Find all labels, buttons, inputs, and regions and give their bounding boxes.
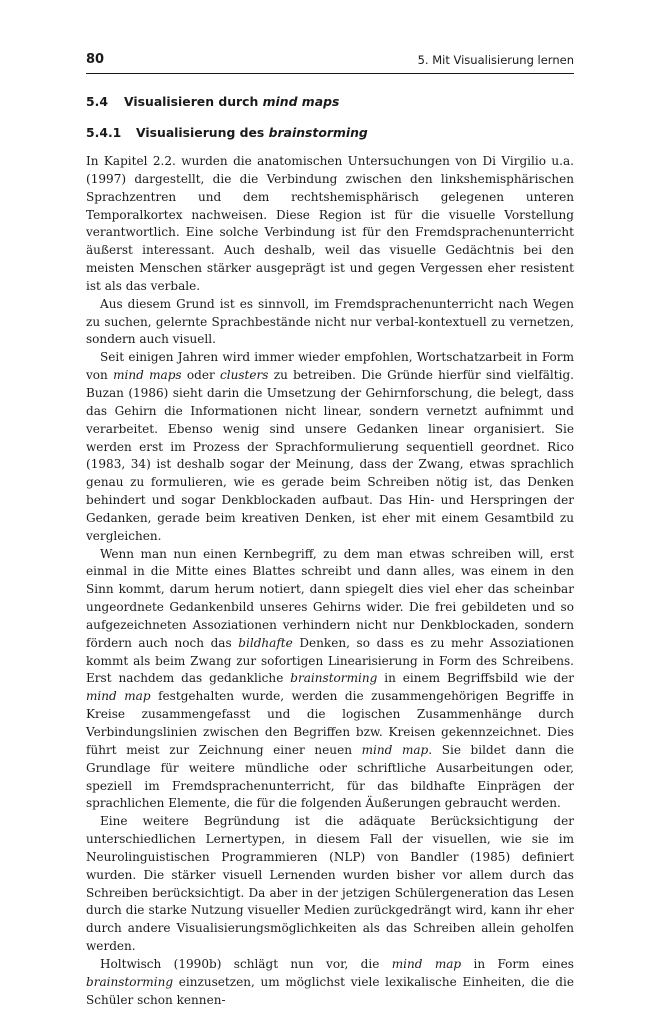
paragraph-text: in Form eines [461, 956, 574, 971]
paragraph-text: oder [181, 368, 220, 383]
header-rule [86, 73, 574, 74]
subsection-number: 5.4.1 [86, 125, 122, 140]
body-paragraph [86, 546, 574, 814]
body-paragraph [86, 153, 574, 296]
body-paragraph [86, 813, 574, 956]
section-title-prefix: Visualisieren durch [124, 94, 263, 109]
running-title: 5. Mit Visualisierung lernen [417, 53, 574, 67]
section-number: 5.4 [86, 94, 108, 109]
paragraph-text: in einem Begriffsbild wie der [377, 671, 574, 686]
subsection-title-prefix: Visualisierung des [136, 125, 269, 140]
emphasized-term: brainstorming [86, 974, 174, 989]
emphasized-term: mind map [86, 689, 151, 704]
emphasized-term: mind map [391, 956, 462, 971]
paragraph-text: In Kapitel 2.2. wurden die anatomischen Untersuchungen von Di Virgilio u.a. (1997) dargestellt, die die Verbindung zwischen den linkshemisphärischen Sprachzentren und dem rechtshemisphärisch gelegenen unteren Temporalkortex nachweisen. Diese Region ist für die visuelle Vorstellung verantwortlich. Eine solche Verbindung ist für den Fremdsprachenunterricht äußerst interessant. Auch deshalb, weil das visuelle Gedächtnis bei den meisten Menschen stärker ausgeprägt ist und gegen Vergessen eher resistent ist als das verbale. [86, 154, 574, 293]
emphasized-term: bildhafte [238, 635, 293, 650]
body-text [86, 153, 574, 1010]
subsection-title-emph: brainstorming [268, 125, 368, 140]
emphasized-term: mind map [361, 742, 429, 757]
body-paragraph [86, 296, 574, 350]
emphasized-term: clusters [220, 368, 269, 383]
subsection-heading [86, 125, 576, 140]
body-paragraph [86, 349, 574, 545]
paragraph-text: zu betreiben. Die Gründe hierfür sind vielfältig. Buzan (1986) sieht darin die Umsetzung der Gehirnforschung, die belegt, dass das Gehirn die Informationen nicht linear, sondern vernetzt aufnimmt und verarbeitet. Ebenso wenig sind unsere Gedanken linear organisiert. Sie werden erst im Prozess der Sprachformulierung sequentiell geordnet. Rico (1983, 34) ist deshalb sogar der Meinung, dass der Zwang, etwas sprachlich genau zu formulieren, wie es gerade beim Schreiben nötig ist, das Denken behindert und sogar Denkblockaden aufbaut. Das Hin- und Herspringen der Gedanken, gerade beim kreativen Denken, ist eher mit einem Gesamtbild zu vergleichen. [86, 368, 575, 543]
emphasized-term: brainstorming [290, 671, 378, 686]
emphasized-term: mind maps [113, 368, 182, 383]
paragraph-text: Denken, so dass es zu mehr Assoziationen kommt als beim Zwang zur sofortigen Linearisierung in Form des Schreibens. Erst nachdem das gedankliche [86, 635, 575, 686]
paragraph-text: Wenn man nun einen Kernbegriff, zu dem man etwas schreiben will, erst einmal in die Mitte eines Blattes schreibt und dann alles, was einem in den Sinn kommt, darum herum notiert, dann spiegelt dies viel eher das scheinbar ungeordnete Gedankenbild unseres Gehirns wider. Die frei gebildeten und so aufgezeichneten Assoziationen verhindern nicht nur Denkblockaden, sondern fördern auch noch das [86, 546, 574, 650]
paragraph-text: festgehalten wurde, werden die zusammengehörigen Begriffe in Kreise zusammengefasst und die logischen Zusammenhänge durch Verbindungslinien zwischen den Begriffen bzw. Kreisen gekennzeichnet. Dies führt meist zur Zeichnung einer neuen [86, 689, 574, 757]
paragraph-text: . Sie bildet dann die Grundlage für weitere mündliche oder schriftliche Ausarbeitungen oder, speziell im Fremdsprachenunterricht, für das bildhafte Einprägen der sprachlichen Elemente, die für die folgenden Äußerungen gebraucht werden. [86, 742, 574, 811]
paragraph-text: Holtwisch (1990b) schlägt nun vor, die [100, 956, 392, 971]
paragraph-text: einzusetzen, um möglichst viele lexikalische Einheiten, die die Schüler schon kennen- [86, 974, 574, 1007]
body-paragraph [86, 956, 574, 1010]
paragraph-text: Eine weitere Begründung ist die adäquate Berücksichtigung der unterschiedlichen Lernertypen, in diesem Fall der visuellen, wie sie im Neurolinguistischen Programmieren (NLP) von Bandler (1985) definiert wurden. Die stärker visuell Lernenden wurden bisher vor allem durch das Schreiben berücksichtigt. Da aber in der jetzigen Schülergeneration das Lesen durch die starke Nutzung visueller Medien zurückgedrängt wird, kann ihr eher durch andere Visualisierungsmöglichkeiten als das Schreiben allein geholfen werden. [86, 814, 574, 954]
page-number: 80 [86, 52, 105, 67]
section-heading [86, 94, 576, 109]
section-title-emph: mind maps [262, 94, 340, 109]
paragraph-text: Seit einigen Jahren wird immer wieder empfohlen, Wortschatzarbeit in Form von [86, 350, 574, 383]
paragraph-text: Aus diesem Grund ist es sinnvoll, im Fremdsprachenunterricht nach Wegen zu suchen, gelernte Sprachbestände nicht nur verbal-kontextuell zu vernetzen, sondern auch visuell. [86, 296, 574, 347]
page-header [86, 52, 574, 72]
